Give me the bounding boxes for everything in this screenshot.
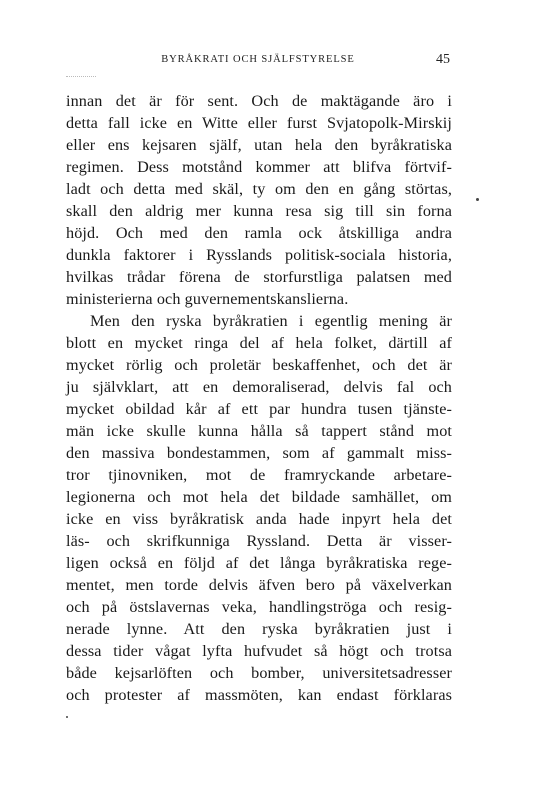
running-title: BYRÅKRATI OCH SJÄLFSTYRELSE: [161, 54, 355, 65]
text-line: män icke skulle kunna hålla så tappert stånd mot: [66, 422, 452, 440]
ink-speck: [476, 198, 479, 201]
text-line: icke en viss byråkratisk anda hade inpyrt hela det: [66, 510, 452, 528]
text-line: eller ens kejsaren själf, utan hela den byråkratiska: [66, 136, 452, 154]
body-text: [66, 90, 452, 706]
paragraph-start-line: Men den ryska byråkratien i egentlig mening är: [90, 312, 452, 330]
ink-speck: [66, 716, 68, 718]
text-line: ju självklart, att en demoraliserad, delvis fal och: [66, 378, 452, 396]
text-line: mycket obildad kår af ett par hundra tusen tjänste-: [66, 400, 452, 418]
text-line: blott en mycket ringa del af hela folket, därtill af: [66, 334, 452, 352]
text-line: skall den aldrig mer kunna resa sig till sin forna: [66, 202, 452, 220]
text-line: nerade lynne. Att den ryska byråkratien just i: [66, 620, 452, 638]
paragraph-end-line: ministerierna och guvernementskanslierna.: [66, 290, 349, 308]
text-line: läs- och skrifkunniga Ryssland. Detta är visser-: [66, 532, 452, 550]
text-line: dunkla faktorer i Rysslands politisk-sociala historia,: [66, 246, 452, 264]
text-line: och på östslavernas veka, handlingströga och resig-: [66, 598, 452, 616]
text-line: detta fall icke en Witte eller furst Svjatopolk-Mirskij: [66, 114, 452, 132]
header-rule: [66, 76, 96, 78]
text-line: innan det är för sent. Och de maktägande äro i: [66, 92, 452, 110]
text-line: mycket rörlig och proletär beskaffenhet, och det är: [66, 356, 452, 374]
text-line: regimen. Dess motstånd kommer att blifva förtvif-: [66, 158, 452, 176]
text-line: dessa tider vågat lyfta hufvudet så högt och trotsa: [66, 642, 452, 660]
running-head: [66, 54, 450, 70]
text-line: legionerna och mot hela det bildade samhället, om: [66, 488, 452, 506]
page-number: 45: [436, 52, 450, 67]
text-line: och protester af massmöten, kan endast förklaras: [66, 686, 452, 704]
text-line: mentet, men torde delvis äfven bero på växelverkan: [66, 576, 452, 594]
text-line: höjd. Och med den ramla ock åtskilliga andra: [66, 224, 452, 242]
text-line: hvilkas trådar förena de storfurstliga palatsen med: [66, 268, 452, 286]
text-line: den massiva bondestammen, som af gammalt miss-: [66, 444, 452, 462]
text-line: ladt och detta med skäl, ty om den en gång störtas,: [66, 180, 452, 198]
text-line: tror tjinovniken, mot de framryckande arbetare-: [66, 466, 452, 484]
text-line: både kejsarlöften och bomber, universitetsadresser: [66, 664, 452, 682]
text-line: ligen också en följd af det långa byråkratiska rege-: [66, 554, 452, 572]
